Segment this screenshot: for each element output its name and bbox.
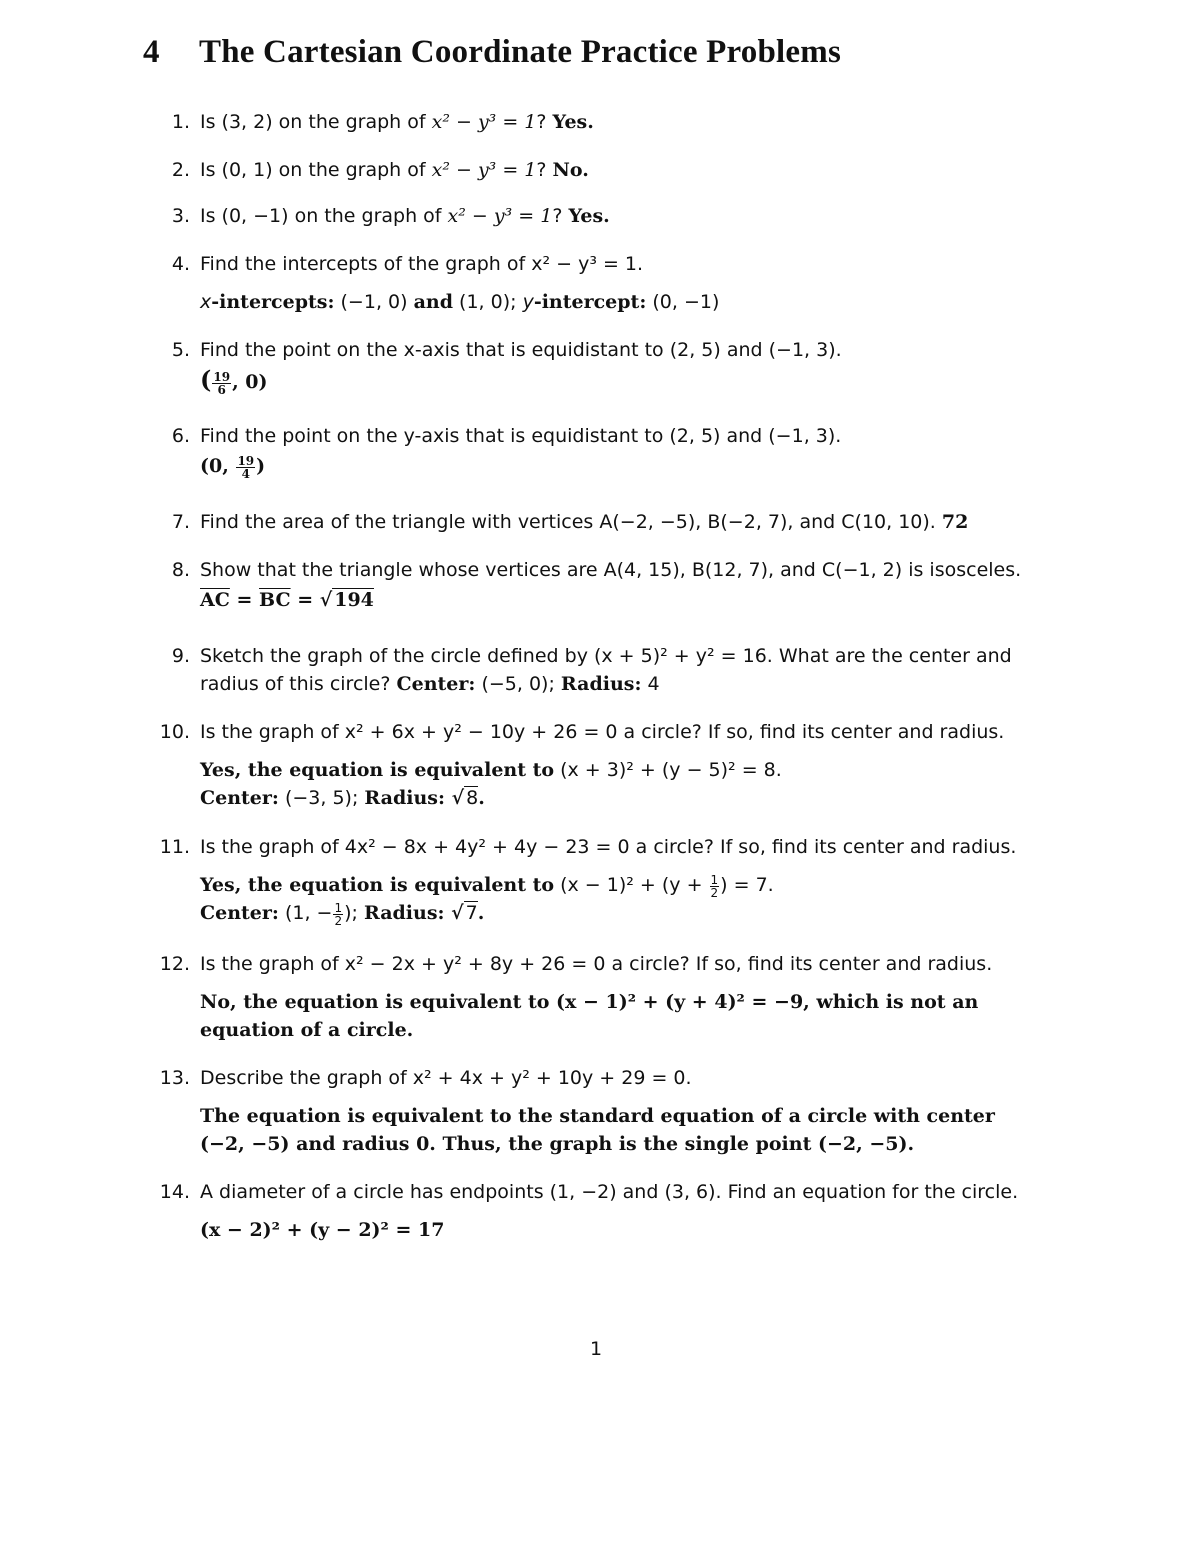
problem-question: Find the area of the triangle with vertices A(−2, −5), B(−2, 7), and C(10, 10). 72 (200, 511, 969, 533)
problem-number: 1. (171, 111, 190, 133)
fraction: $\frac{19}{4}$ (237, 453, 255, 481)
problem-question: Find the intercepts of the graph of x² − y³ = 1. (200, 253, 644, 275)
problem-question: A diameter of a circle has endpoints (1, −2) and (3, 6). Find an equation for the circle. (200, 1181, 1019, 1203)
problem-answer: Yes, the equation is equivalent to (x − 1)² + (y + $\frac{1}{2}$ ) = 7. Center: (1, − $\frac{1}{2}$ ); Radius: √ 7. (200, 872, 774, 928)
problem-number: 12. (159, 953, 190, 975)
problem-question: Show that the triangle whose vertices are A(4, 15), B(12, 7), and C(−1, 2) is isosceles. (200, 559, 1022, 581)
problem-question: Is the graph of 4x² − 8x + 4y² + 4y − 23 = 0 a circle? If so, find its center and radius. (200, 836, 1017, 858)
section-heading (143, 34, 841, 71)
problem-7 (150, 508, 1060, 536)
problem-answer: 72 (941, 511, 969, 533)
problem-number: 5. (171, 339, 190, 361)
problem-answer: Yes. (552, 111, 594, 133)
problem-answer: $\overline{AC} = \overline{BC}$ = √ 194 (200, 589, 374, 611)
problem-13 (150, 1064, 1060, 1158)
problem-question: Find the point on the y-axis that is equidistant to (2, 5) and (−1, 3). (200, 425, 842, 447)
page-number: 1 (590, 1338, 603, 1360)
problem-number: 3. (171, 205, 190, 227)
problem-number: 14. (159, 1181, 190, 1203)
problem-question: Describe the graph of x² + 4x + y² + 10y + 29 = 0. (200, 1067, 692, 1089)
problem-3 (150, 202, 1060, 230)
problem-8 (150, 556, 1060, 614)
problem-6 (150, 422, 1060, 480)
problem-number: 2. (171, 159, 190, 181)
problem-number: 8. (171, 559, 190, 581)
problem-answer: x-intercepts: (−1, 0) and (1, 0); y-intercept: (0, −1) (200, 291, 720, 313)
problem-answer: (0, $\frac{19}{4}$ ) (200, 453, 266, 481)
problem-2 (150, 156, 1060, 184)
problem-answer: No. (552, 159, 589, 181)
problem-14 (150, 1178, 1060, 1244)
problem-question: Find the point on the x-axis that is equidistant to (2, 5) and (−1, 3). (200, 339, 842, 361)
problem-question: Is (3, 2) on the graph of x² − y³ = 1? Yes. (200, 111, 594, 133)
fraction: $\frac{19}{6}$ (213, 369, 231, 397)
problem-9 (150, 642, 1060, 698)
problem-question: Is (0, 1) on the graph of x² − y³ = 1? No. (200, 159, 589, 181)
problem-answer: Yes, the equation is equivalent to (x + 3)² + (y − 5)² = 8. Center: (−3, 5); Radius: √ 8. (200, 759, 782, 809)
problem-question: Is the graph of x² − 2x + y² + 8y + 26 = 0 a circle? If so, find its center and radius. (200, 953, 993, 975)
problem-12 (150, 950, 1060, 1044)
problem-answer: (x − 2)² + (y − 2)² = 17 (200, 1219, 445, 1241)
problem-question: Is the graph of x² + 6x + y² − 10y + 26 = 0 a circle? If so, find its center and radius. (200, 721, 1005, 743)
problem-number: 4. (171, 253, 190, 275)
problem-question: Is (0, −1) on the graph of x² − y³ = 1? Yes. (200, 205, 610, 227)
problem-1 (150, 108, 1060, 136)
problem-answer: ( $\frac{19}{6}$ , 0) (200, 365, 268, 397)
section-number: 4 (143, 34, 160, 70)
problem-number: 11. (159, 836, 190, 858)
problem-number: 6. (171, 425, 190, 447)
problem-number: 10. (159, 721, 190, 743)
problem-5 (150, 336, 1060, 396)
problem-number: 13. (159, 1067, 190, 1089)
problem-4 (150, 250, 1060, 316)
section-title: The Cartesian Coordinate Practice Problems (199, 34, 841, 70)
problem-11 (150, 833, 1060, 927)
problem-question: Sketch the graph of the circle defined by (x + 5)² + y² = 16. What are the center and radius of this circle? Center: (−5, 0); Radius: 4 (200, 645, 1012, 695)
problem-number: 9. (171, 645, 190, 667)
problem-number: 7. (171, 511, 190, 533)
problem-10 (150, 718, 1060, 812)
problem-answer: Yes. (568, 205, 610, 227)
problem-answer: The equation is equivalent to the standard equation of a circle with center (−2, −5) and radius 0. Thus, the graph is the single point (−2, −5). (200, 1105, 995, 1155)
problem-answer: No, the equation is equivalent to (x − 1)² + (y + 4)² = −9, which is not an equation of a circle. (200, 991, 979, 1041)
